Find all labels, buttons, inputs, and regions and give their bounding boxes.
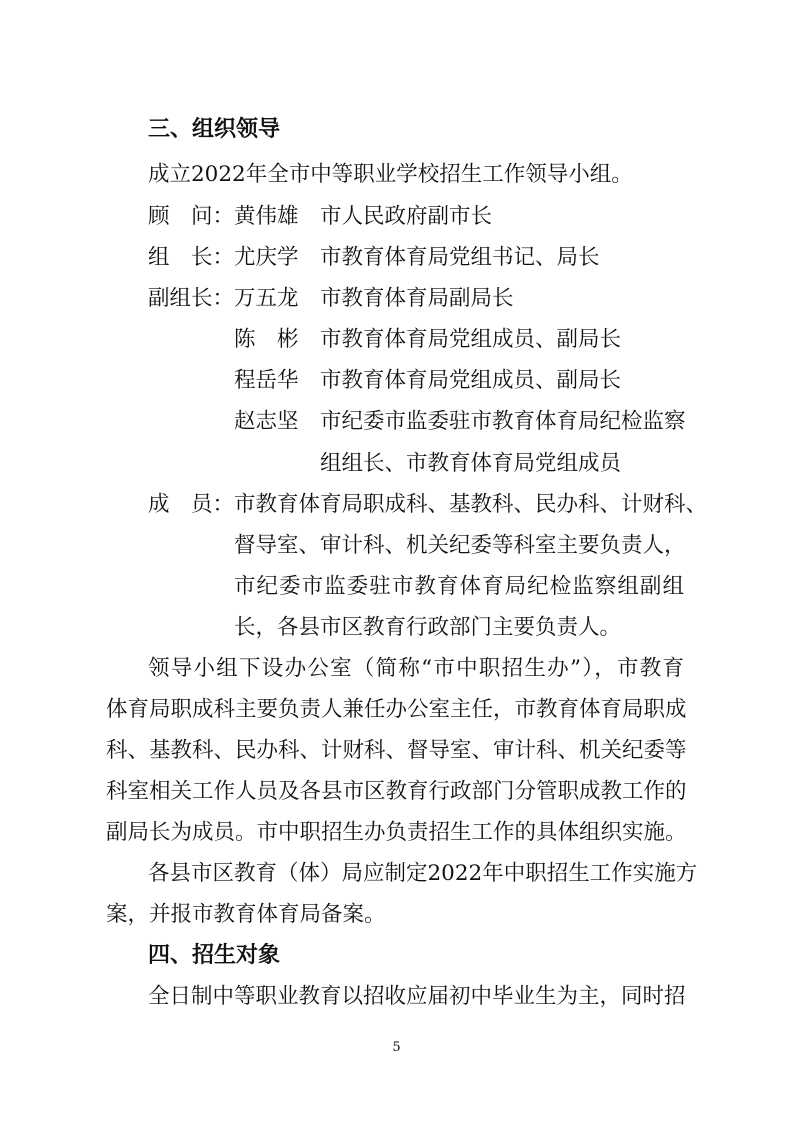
roster-name-adviser: 黄伟雄 [234, 204, 299, 229]
roster-role-adviser: 顾 问： [148, 204, 235, 229]
section-heading-enrollment-target: 四、招生对象 [148, 943, 281, 968]
members-line-2: 督导室、审计科、机关纪委等科室主要负责人， [234, 533, 686, 558]
county-para-line-2: 案，并报市教育体育局备案。 [106, 902, 386, 927]
paragraph-intro: 成立2022年全市中等职业学校招生工作领导小组。 [148, 162, 633, 187]
office-para-line-1: 领导小组下设办公室（简称“市中职招生办”），市教育 [148, 656, 684, 681]
roster-title-deputy-1: 市教育体育局副局长 [320, 286, 514, 311]
office-para-line-5: 副局长为成员。市中职招生办负责招生工作的具体组织实施。 [106, 820, 687, 845]
roster-name-deputy-3: 程岳华 [234, 368, 299, 393]
members-line-3: 市纪委市监委驻市教育体育局纪检监察组副组 [234, 574, 684, 599]
members-role: 成 员： [148, 492, 235, 517]
roster-title-deputy-4-line2: 组组长、市教育体育局党组成员 [320, 451, 622, 476]
roster-title-adviser: 市人民政府副市长 [320, 204, 493, 229]
enrollment-target-line-1: 全日制中等职业教育以招收应届初中毕业生为主，同时招 [148, 984, 686, 1009]
roster-role-deputy: 副组长： [148, 286, 235, 311]
roster-title-leader: 市教育体育局党组书记、局长 [320, 245, 600, 270]
office-para-line-4: 科室相关工作人员及各县市区教育行政部门分管职成教工作的 [106, 779, 687, 804]
roster-title-deputy-2: 市教育体育局党组成员、副局长 [320, 327, 622, 352]
county-para-line-1: 各县市区教育（体）局应制定2022年中职招生工作实施方 [148, 861, 698, 886]
section-heading-organization: 三、组织领导 [148, 117, 281, 142]
roster-name-deputy-1: 万五龙 [234, 286, 299, 311]
roster-name-leader: 尤庆学 [234, 245, 299, 270]
members-line-1: 市教育体育局职成科、基教科、民办科、计财科、 [234, 492, 708, 517]
roster-role-leader: 组 长： [148, 245, 235, 270]
roster-name-deputy-4: 赵志坚 [234, 409, 299, 434]
roster-name-deputy-2: 陈 彬 [234, 327, 299, 352]
page-number: 5 [392, 1040, 401, 1055]
roster-title-deputy-4-line1: 市纪委市监委驻市教育体育局纪检监察 [320, 409, 686, 434]
members-line-4: 长，各县市区教育行政部门主要负责人。 [234, 615, 622, 640]
office-para-line-3: 科、基教科、民办科、计财科、督导室、审计科、机关纪委等 [106, 738, 687, 763]
roster-title-deputy-3: 市教育体育局党组成员、副局长 [320, 368, 622, 393]
office-para-line-2: 体育局职成科主要负责人兼任办公室主任，市教育体育局职成 [106, 697, 687, 722]
